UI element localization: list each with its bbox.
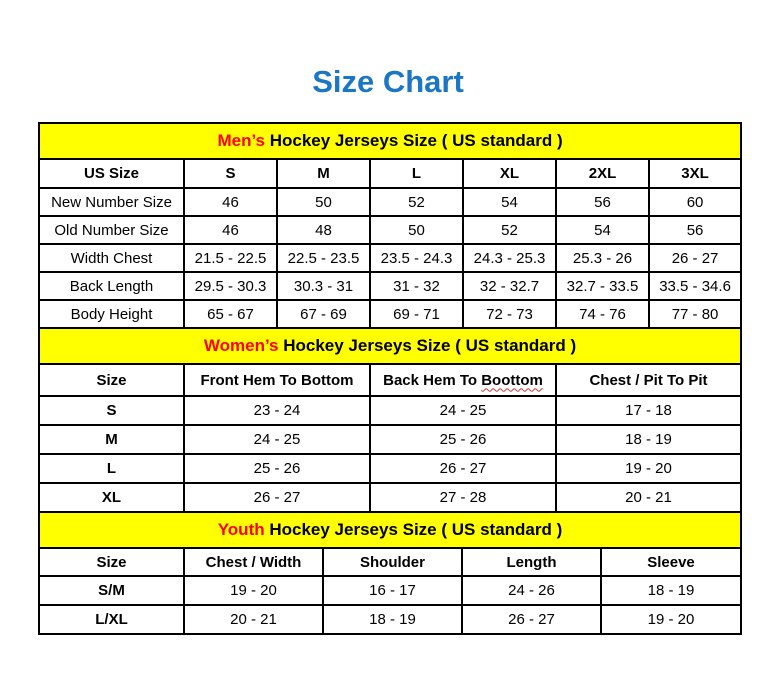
table-cell: 25 - 26 [184,454,370,483]
table-cell: 26 - 27 [649,244,741,272]
table-cell: 27 - 28 [370,483,556,512]
table-row [39,244,741,272]
size-tables-container [38,122,740,635]
table-cell: 19 - 20 [601,605,741,634]
table-cell: 77 - 80 [649,300,741,328]
table-cell: 19 - 20 [556,454,741,483]
table-cell: 31 - 32 [370,272,463,300]
mens-col-s: S [184,159,277,188]
table-cell: 46 [184,188,277,216]
womens-title-text: Hockey Jerseys Size ( US standard ) [278,336,577,355]
table-row [39,272,741,300]
youth-section-header-row [39,512,741,548]
table-cell: 33.5 - 34.6 [649,272,741,300]
youth-col-size: Size [39,548,184,576]
misspelled-word: Boottom [481,371,543,389]
womens-size-table [38,327,742,513]
table-cell: 18 - 19 [323,605,462,634]
youth-title-text: Hockey Jerseys Size ( US standard ) [264,520,563,539]
table-cell: 32 - 32.7 [463,272,556,300]
womens-section-title [39,328,741,364]
mens-col-3xl: 3XL [649,159,741,188]
table-cell: 23 - 24 [184,396,370,425]
table-cell: 18 - 19 [556,425,741,454]
youth-accent-text: Youth [217,520,265,539]
row-label: Old Number Size [39,216,184,244]
table-cell: 46 [184,216,277,244]
table-cell: 22.5 - 23.5 [277,244,370,272]
table-cell: 50 [370,216,463,244]
mens-column-header-row [39,159,741,188]
mens-accent-text: Men’s [217,131,265,150]
table-row [39,216,741,244]
mens-size-table [38,122,742,329]
table-cell: 20 - 21 [556,483,741,512]
table-cell: 48 [277,216,370,244]
mens-col-2xl: 2XL [556,159,649,188]
back-hem-prefix: Back Hem To [383,371,482,389]
row-label: S [39,396,184,425]
mens-section-title [39,123,741,159]
row-label: Body Height [39,300,184,328]
table-cell: 69 - 71 [370,300,463,328]
table-row [39,605,741,634]
table-row [39,188,741,216]
row-label: XL [39,483,184,512]
womens-col-front-hem: Front Hem To Bottom [184,364,370,396]
table-cell: 72 - 73 [463,300,556,328]
row-label: S/M [39,576,184,605]
table-cell: 67 - 69 [277,300,370,328]
row-label: M [39,425,184,454]
table-cell: 24 - 25 [370,396,556,425]
row-label: L [39,454,184,483]
table-cell: 54 [556,216,649,244]
womens-column-header-row [39,364,741,396]
youth-col-shoulder: Shoulder [323,548,462,576]
table-cell: 16 - 17 [323,576,462,605]
table-cell: 32.7 - 33.5 [556,272,649,300]
mens-col-xl: XL [463,159,556,188]
table-cell: 52 [463,216,556,244]
womens-col-back-hem [370,364,556,396]
mens-section-header-row [39,123,741,159]
table-cell: 50 [277,188,370,216]
table-cell: 18 - 19 [601,576,741,605]
table-cell: 25 - 26 [370,425,556,454]
page-title: Size Chart [312,64,464,99]
table-row [39,454,741,483]
table-cell: 52 [370,188,463,216]
table-row [39,300,741,328]
row-label: L/XL [39,605,184,634]
table-cell: 23.5 - 24.3 [370,244,463,272]
womens-accent-text: Women’s [203,336,279,355]
youth-column-header-row [39,548,741,576]
table-cell: 54 [463,188,556,216]
row-label: New Number Size [39,188,184,216]
mens-col-us-size: US Size [39,159,184,188]
table-cell: 17 - 18 [556,396,741,425]
row-label: Back Length [39,272,184,300]
table-cell: 60 [649,188,741,216]
mens-title-text: Hockey Jerseys Size ( US standard ) [265,131,563,150]
table-cell: 21.5 - 22.5 [184,244,277,272]
youth-col-chest-width: Chest / Width [184,548,323,576]
title-area [0,0,776,102]
table-cell: 56 [556,188,649,216]
table-cell: 25.3 - 26 [556,244,649,272]
table-cell: 30.3 - 31 [277,272,370,300]
table-cell: 19 - 20 [184,576,323,605]
womens-col-size: Size [39,364,184,396]
table-cell: 20 - 21 [184,605,323,634]
table-cell: 56 [649,216,741,244]
table-cell: 29.5 - 30.3 [184,272,277,300]
youth-section-title [39,512,741,548]
mens-col-m: M [277,159,370,188]
womens-col-chest: Chest / Pit To Pit [556,364,741,396]
table-cell: 26 - 27 [462,605,601,634]
table-row [39,396,741,425]
table-cell: 65 - 67 [184,300,277,328]
table-cell: 24 - 26 [462,576,601,605]
table-cell: 74 - 76 [556,300,649,328]
table-row [39,483,741,512]
youth-size-table [38,511,742,635]
mens-col-l: L [370,159,463,188]
youth-col-length: Length [462,548,601,576]
youth-col-sleeve: Sleeve [601,548,741,576]
table-row [39,576,741,605]
table-row [39,425,741,454]
table-cell: 26 - 27 [370,454,556,483]
table-cell: 24 - 25 [184,425,370,454]
table-cell: 26 - 27 [184,483,370,512]
table-cell: 24.3 - 25.3 [463,244,556,272]
womens-section-header-row [39,328,741,364]
row-label: Width Chest [39,244,184,272]
